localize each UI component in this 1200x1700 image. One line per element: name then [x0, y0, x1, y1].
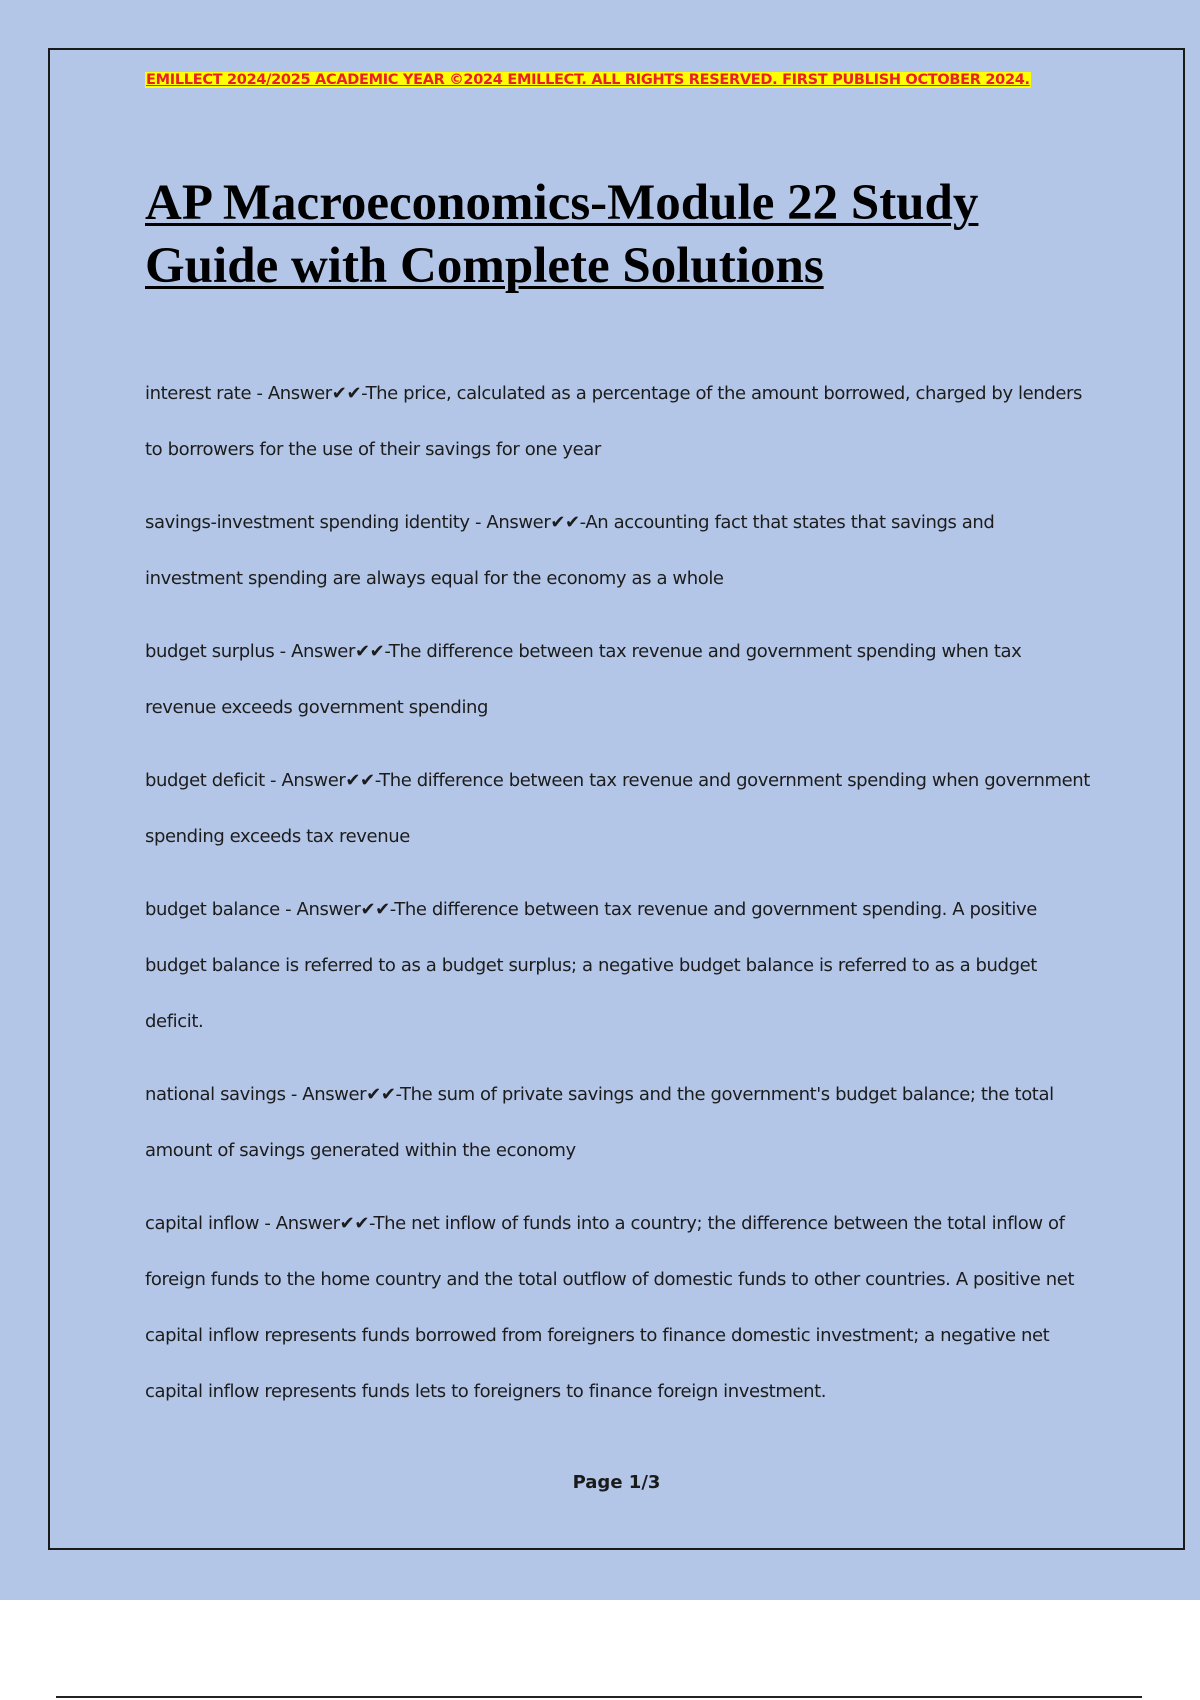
definition-entry — [145, 624, 1095, 736]
definition-entry — [145, 495, 1095, 607]
document-title: AP Macroeconomics-Module 22 Study Guide with Complete Solutions — [145, 175, 979, 294]
definition-text: capital inflow - Answer✔✔-The net inflow of funds into a country; the difference between the total inflow of foreign funds to the home country and the total outflow of domestic funds to other countries. A positive net capital inflow represents funds borrowed from foreigners to finance domestic investment; a negative net capital inflow represents funds lets to foreigners to finance foreign investment. — [145, 1213, 1075, 1402]
definition-text: budget balance - Answer✔✔-The difference between tax revenue and government spending. A positive budget balance is referred to as a budget surplus; a negative budget balance is referred to as a budget deficit. — [145, 899, 1037, 1032]
definition-entry — [145, 1196, 1095, 1420]
definition-text: budget deficit - Answer✔✔-The difference between tax revenue and government spending when government spending exceeds tax revenue — [145, 770, 1090, 847]
next-page-divider — [56, 1696, 1142, 1698]
definition-text: national savings - Answer✔✔-The sum of private savings and the government's budget balance; the total amount of savings generated within the economy — [145, 1084, 1054, 1161]
definition-text: interest rate - Answer✔✔-The price, calculated as a percentage of the amount borrowed, charged by lenders to borrowers for the use of their savings for one year — [145, 383, 1082, 460]
definition-text: savings-investment spending identity - Answer✔✔-An accounting fact that states that savings and investment spending are always equal for the economy as a whole — [145, 512, 995, 589]
definition-entry — [145, 366, 1095, 478]
definition-text: budget surplus - Answer✔✔-The difference between tax revenue and government spending when tax revenue exceeds government spending — [145, 641, 1022, 718]
definition-entry — [145, 1067, 1095, 1179]
definition-entry — [145, 753, 1095, 865]
definition-entry — [145, 882, 1095, 1050]
page-number: Page 1/3 — [572, 1472, 661, 1493]
definition-list — [145, 366, 1095, 1437]
copyright-banner: EMILLECT 2024/2025 ACADEMIC YEAR ©2024 EMILLECT. ALL RIGHTS RESERVED. FIRST PUBLISH OCTOBER 2024. — [146, 72, 1030, 88]
